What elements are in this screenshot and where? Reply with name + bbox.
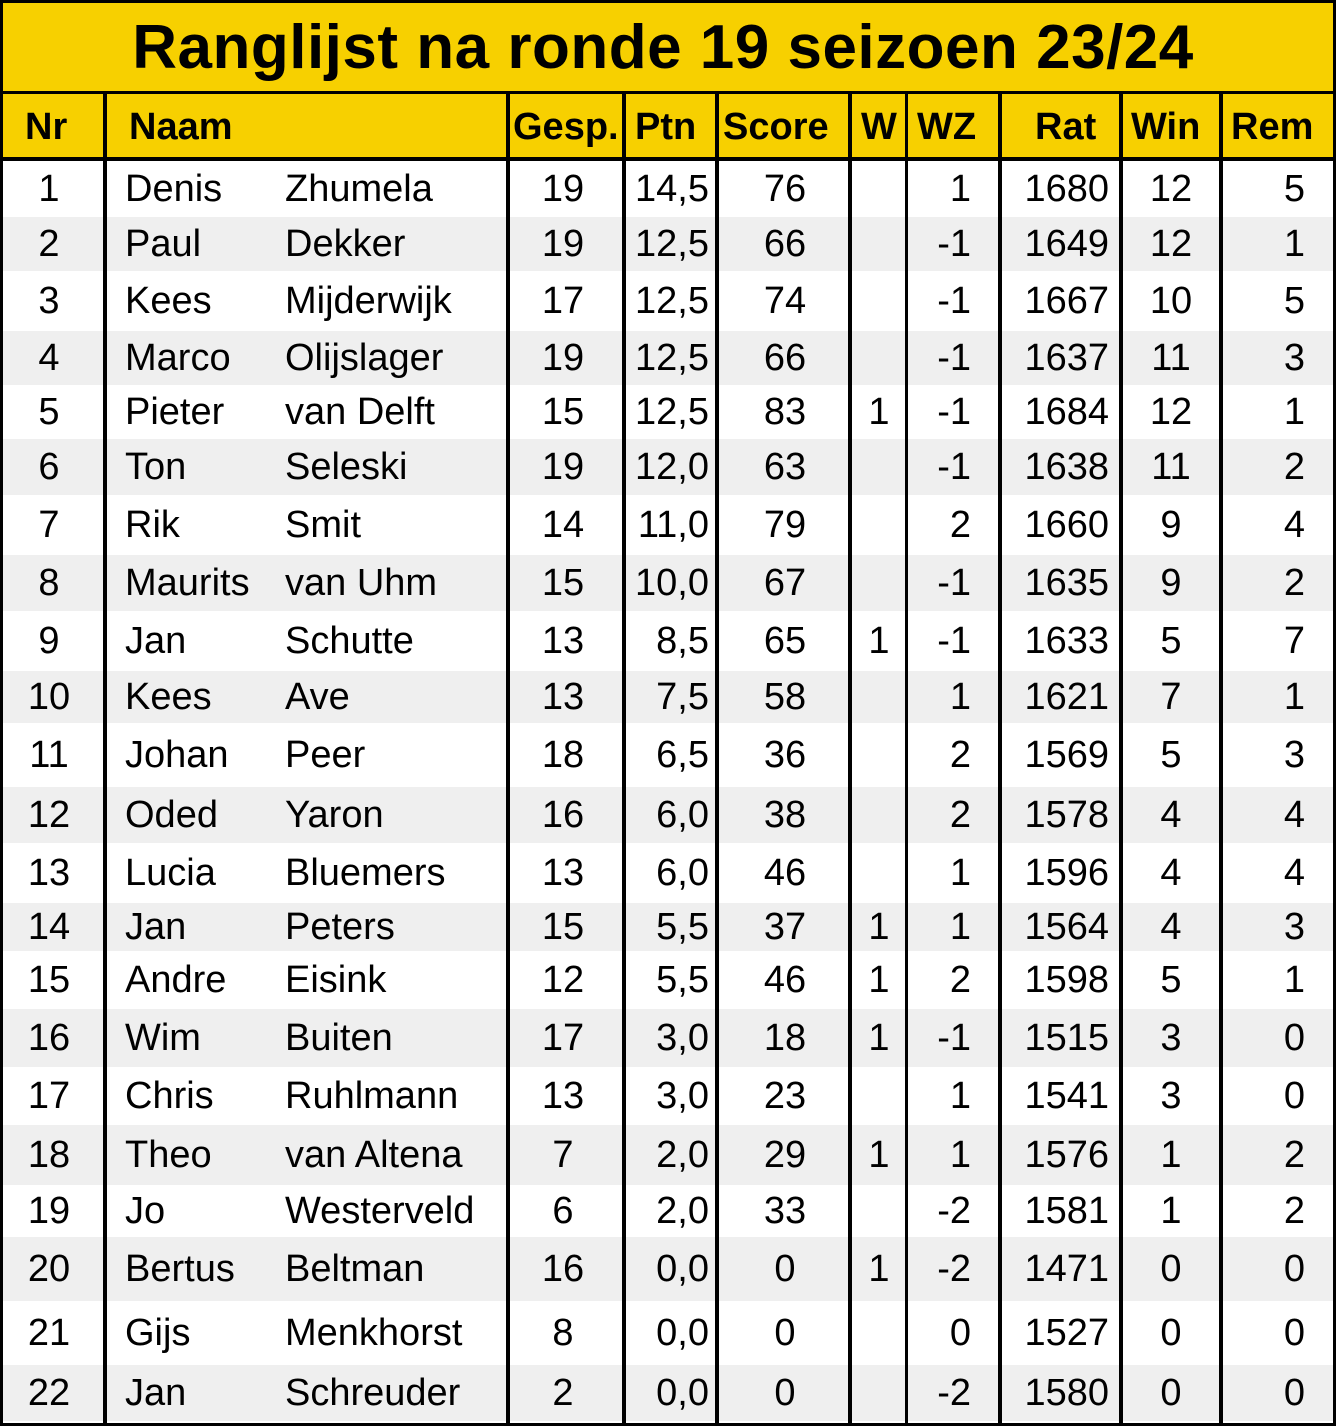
cell-win: 0 bbox=[1160, 1371, 1182, 1414]
cell-rat: 1684 bbox=[1024, 390, 1109, 433]
column-divider bbox=[715, 94, 719, 1423]
cell-nr: 16 bbox=[27, 1016, 71, 1059]
cell-nr: 11 bbox=[29, 733, 69, 776]
cell-first: Kees bbox=[125, 279, 212, 322]
column-divider bbox=[848, 94, 852, 1423]
table-row bbox=[3, 439, 1333, 495]
cell-gesp: 17 bbox=[541, 279, 585, 322]
column-divider bbox=[905, 94, 908, 1423]
cell-ptn: 11,0 bbox=[637, 503, 709, 546]
cell-win: 12 bbox=[1149, 167, 1193, 210]
cell-gesp: 15 bbox=[541, 561, 585, 604]
cell-win: 1 bbox=[1160, 1189, 1182, 1232]
cell-win: 0 bbox=[1160, 1311, 1182, 1354]
cell-ptn: 12,5 bbox=[635, 390, 709, 433]
cell-rat: 1471 bbox=[1024, 1247, 1109, 1290]
cell-ptn: 3,0 bbox=[656, 1074, 709, 1117]
cell-gesp: 13 bbox=[541, 1074, 585, 1117]
cell-score: 38 bbox=[763, 793, 807, 836]
cell-rem: 1 bbox=[1283, 675, 1305, 718]
cell-last: Peters bbox=[285, 905, 395, 948]
cell-first: Oded bbox=[125, 793, 218, 836]
cell-score: 36 bbox=[763, 733, 807, 776]
cell-w bbox=[853, 1365, 905, 1421]
cell-last: Schreuder bbox=[285, 1371, 461, 1414]
cell-win: 3 bbox=[1160, 1016, 1182, 1059]
header-nr: Nr bbox=[25, 106, 68, 148]
cell-nr: 13 bbox=[27, 851, 71, 894]
table-row bbox=[3, 1301, 1333, 1365]
cell-rem: 0 bbox=[1283, 1311, 1305, 1354]
column-divider bbox=[103, 94, 107, 1423]
cell-ptn: 6,0 bbox=[656, 793, 709, 836]
cell-last: van Delft bbox=[285, 390, 435, 433]
cell-win: 12 bbox=[1149, 390, 1193, 433]
cell-wz: 2 bbox=[949, 733, 971, 776]
table-header bbox=[3, 94, 1333, 161]
cell-nr: 10 bbox=[27, 675, 71, 718]
cell-first: Andre bbox=[125, 958, 227, 1001]
cell-w bbox=[853, 217, 905, 271]
page-title: Ranglijst na ronde 19 seizoen 23/24 bbox=[132, 12, 1194, 82]
cell-last: Smit bbox=[285, 503, 361, 546]
cell-rem: 2 bbox=[1283, 561, 1305, 604]
cell-nr: 5 bbox=[38, 390, 60, 433]
header-w: W bbox=[861, 106, 897, 148]
cell-nr: 20 bbox=[27, 1247, 71, 1290]
cell-score: 0 bbox=[774, 1371, 796, 1414]
cell-wz: 1 bbox=[949, 675, 971, 718]
table-row bbox=[3, 1125, 1333, 1185]
cell-nr: 3 bbox=[38, 279, 60, 322]
cell-score: 67 bbox=[763, 561, 807, 604]
cell-last: Buiten bbox=[285, 1016, 393, 1059]
cell-nr: 7 bbox=[38, 503, 60, 546]
cell-first: Kees bbox=[125, 675, 212, 718]
header-ptn: Ptn bbox=[635, 106, 697, 148]
cell-wz: 0 bbox=[949, 1311, 971, 1354]
cell-first: Denis bbox=[125, 167, 223, 210]
table-row bbox=[3, 1365, 1333, 1421]
table-row bbox=[3, 555, 1333, 611]
cell-nr: 6 bbox=[38, 445, 60, 488]
cell-rat: 1564 bbox=[1024, 905, 1109, 948]
cell-wz: -2 bbox=[937, 1189, 971, 1232]
cell-rat: 1581 bbox=[1024, 1189, 1109, 1232]
cell-gesp: 16 bbox=[541, 793, 585, 836]
cell-rem: 5 bbox=[1283, 167, 1305, 210]
cell-score: 29 bbox=[763, 1133, 807, 1176]
cell-w bbox=[853, 495, 905, 555]
cell-score: 79 bbox=[763, 503, 807, 546]
cell-w bbox=[853, 787, 905, 843]
cell-nr: 19 bbox=[27, 1189, 71, 1232]
cell-ptn: 12,5 bbox=[635, 336, 709, 379]
cell-gesp: 15 bbox=[541, 390, 585, 433]
cell-wz: -1 bbox=[937, 336, 971, 379]
cell-last: Beltman bbox=[285, 1247, 425, 1290]
cell-rem: 7 bbox=[1283, 619, 1305, 662]
header-naam: Naam bbox=[129, 106, 233, 148]
cell-rem: 1 bbox=[1283, 958, 1305, 1001]
cell-rem: 4 bbox=[1283, 793, 1305, 836]
cell-rem: 3 bbox=[1283, 905, 1305, 948]
cell-win: 9 bbox=[1160, 503, 1182, 546]
cell-first: Jan bbox=[125, 905, 187, 948]
cell-wz: -1 bbox=[937, 222, 971, 265]
cell-first: Johan bbox=[125, 733, 229, 776]
cell-ptn: 10,0 bbox=[635, 561, 709, 604]
cell-ptn: 12,5 bbox=[635, 222, 709, 265]
table-row bbox=[3, 331, 1333, 385]
column-divider bbox=[998, 94, 1002, 1423]
cell-last: Peer bbox=[285, 733, 366, 776]
cell-w: 1 bbox=[868, 1016, 890, 1059]
column-divider bbox=[1219, 94, 1223, 1423]
cell-first: Gijs bbox=[125, 1311, 191, 1354]
cell-last: Mijderwijk bbox=[285, 279, 452, 322]
cell-wz: -2 bbox=[937, 1371, 971, 1414]
cell-win: 12 bbox=[1149, 222, 1193, 265]
cell-last: Dekker bbox=[285, 222, 406, 265]
table-row bbox=[3, 161, 1333, 217]
cell-win: 5 bbox=[1160, 958, 1182, 1001]
column-divider bbox=[622, 94, 626, 1423]
cell-w: 1 bbox=[868, 390, 890, 433]
cell-gesp: 13 bbox=[541, 675, 585, 718]
cell-win: 10 bbox=[1149, 279, 1193, 322]
cell-gesp: 17 bbox=[541, 1016, 585, 1059]
column-divider bbox=[1119, 94, 1123, 1423]
cell-win: 3 bbox=[1160, 1074, 1182, 1117]
cell-score: 74 bbox=[763, 279, 807, 322]
cell-wz: -1 bbox=[937, 619, 971, 662]
cell-rem: 1 bbox=[1283, 222, 1305, 265]
cell-first: Jan bbox=[125, 619, 187, 662]
column-divider bbox=[506, 94, 510, 1423]
cell-score: 33 bbox=[763, 1189, 807, 1232]
cell-score: 76 bbox=[763, 167, 807, 210]
table-row bbox=[3, 951, 1333, 1009]
cell-rat: 1527 bbox=[1024, 1311, 1109, 1354]
cell-ptn: 7,5 bbox=[656, 675, 709, 718]
cell-score: 58 bbox=[763, 675, 807, 718]
cell-wz: -2 bbox=[937, 1247, 971, 1290]
cell-win: 9 bbox=[1160, 561, 1182, 604]
cell-rem: 3 bbox=[1283, 336, 1305, 379]
cell-ptn: 6,5 bbox=[656, 733, 709, 776]
cell-rat: 1598 bbox=[1024, 958, 1109, 1001]
cell-win: 4 bbox=[1160, 793, 1182, 836]
cell-w bbox=[853, 843, 905, 903]
cell-ptn: 3,0 bbox=[656, 1016, 709, 1059]
cell-rat: 1638 bbox=[1024, 445, 1109, 488]
cell-last: Olijslager bbox=[285, 336, 444, 379]
cell-ptn: 14,5 bbox=[635, 167, 709, 210]
cell-gesp: 18 bbox=[541, 733, 585, 776]
table-row bbox=[3, 1009, 1333, 1067]
cell-wz: 1 bbox=[949, 905, 971, 948]
cell-first: Jo bbox=[125, 1189, 166, 1232]
table-row bbox=[3, 1185, 1333, 1237]
cell-first: Bertus bbox=[125, 1247, 235, 1290]
cell-rat: 1621 bbox=[1024, 675, 1109, 718]
cell-first: Paul bbox=[125, 222, 202, 265]
cell-score: 66 bbox=[763, 222, 807, 265]
cell-gesp: 19 bbox=[541, 445, 585, 488]
cell-w: 1 bbox=[868, 1133, 890, 1176]
header-win: Win bbox=[1131, 106, 1201, 148]
cell-win: 11 bbox=[1151, 336, 1191, 379]
cell-nr: 12 bbox=[27, 793, 71, 836]
cell-win: 1 bbox=[1160, 1133, 1182, 1176]
table-row bbox=[3, 611, 1333, 671]
cell-first: Chris bbox=[125, 1074, 214, 1117]
cell-rem: 0 bbox=[1283, 1247, 1305, 1290]
cell-wz: 2 bbox=[949, 793, 971, 836]
cell-rem: 0 bbox=[1283, 1371, 1305, 1414]
cell-rat: 1667 bbox=[1024, 279, 1109, 322]
table-row bbox=[3, 903, 1333, 951]
cell-first: Pieter bbox=[125, 390, 225, 433]
cell-nr: 14 bbox=[27, 905, 71, 948]
title-bar bbox=[3, 3, 1333, 94]
cell-rat: 1576 bbox=[1024, 1133, 1109, 1176]
cell-nr: 1 bbox=[38, 167, 60, 210]
cell-win: 5 bbox=[1160, 733, 1182, 776]
cell-rem: 5 bbox=[1283, 279, 1305, 322]
cell-nr: 17 bbox=[27, 1074, 71, 1117]
cell-ptn: 0,0 bbox=[656, 1311, 709, 1354]
cell-wz: 2 bbox=[949, 503, 971, 546]
cell-w: 1 bbox=[868, 619, 890, 662]
cell-rem: 2 bbox=[1283, 1189, 1305, 1232]
header-wz: WZ bbox=[917, 106, 977, 148]
cell-w bbox=[853, 1301, 905, 1365]
cell-gesp: 19 bbox=[541, 336, 585, 379]
cell-win: 4 bbox=[1160, 905, 1182, 948]
header-gesp: Gesp. bbox=[513, 106, 619, 148]
table-row bbox=[3, 723, 1333, 787]
cell-rat: 1649 bbox=[1024, 222, 1109, 265]
cell-first: Rik bbox=[125, 503, 180, 546]
cell-last: Menkhorst bbox=[285, 1311, 463, 1354]
cell-rem: 1 bbox=[1283, 390, 1305, 433]
cell-rem: 3 bbox=[1283, 733, 1305, 776]
cell-rem: 2 bbox=[1283, 445, 1305, 488]
cell-wz: 1 bbox=[949, 851, 971, 894]
table-row bbox=[3, 385, 1333, 439]
cell-win: 11 bbox=[1151, 445, 1191, 488]
cell-ptn: 6,0 bbox=[656, 851, 709, 894]
cell-gesp: 19 bbox=[541, 222, 585, 265]
cell-gesp: 13 bbox=[541, 851, 585, 894]
cell-w: 1 bbox=[868, 905, 890, 948]
cell-gesp: 2 bbox=[552, 1371, 574, 1414]
cell-ptn: 0,0 bbox=[656, 1247, 709, 1290]
cell-w bbox=[853, 1067, 905, 1125]
cell-gesp: 6 bbox=[552, 1189, 574, 1232]
cell-first: Theo bbox=[125, 1133, 212, 1176]
cell-w bbox=[853, 271, 905, 331]
cell-win: 4 bbox=[1160, 851, 1182, 894]
cell-wz: -1 bbox=[937, 279, 971, 322]
cell-gesp: 15 bbox=[541, 905, 585, 948]
cell-rem: 0 bbox=[1283, 1016, 1305, 1059]
cell-ptn: 5,5 bbox=[656, 958, 709, 1001]
cell-last: Ave bbox=[285, 675, 350, 718]
cell-first: Maurits bbox=[125, 561, 250, 604]
header-rem: Rem bbox=[1231, 106, 1314, 148]
cell-w: 1 bbox=[868, 1247, 890, 1290]
cell-wz: -1 bbox=[937, 445, 971, 488]
cell-rat: 1578 bbox=[1024, 793, 1109, 836]
cell-score: 66 bbox=[763, 336, 807, 379]
cell-last: Eisink bbox=[285, 958, 387, 1001]
cell-rem: 2 bbox=[1283, 1133, 1305, 1176]
cell-nr: 9 bbox=[38, 619, 60, 662]
cell-gesp: 14 bbox=[541, 503, 585, 546]
cell-rat: 1660 bbox=[1024, 503, 1109, 546]
cell-gesp: 8 bbox=[552, 1311, 574, 1354]
cell-nr: 4 bbox=[38, 336, 60, 379]
cell-nr: 8 bbox=[38, 561, 60, 604]
cell-nr: 18 bbox=[27, 1133, 71, 1176]
cell-nr: 2 bbox=[38, 222, 60, 265]
table-row bbox=[3, 843, 1333, 903]
cell-score: 18 bbox=[763, 1016, 807, 1059]
cell-last: Yaron bbox=[285, 793, 384, 836]
cell-ptn: 2,0 bbox=[656, 1189, 709, 1232]
cell-nr: 15 bbox=[27, 958, 71, 1001]
cell-first: Marco bbox=[125, 336, 231, 379]
cell-last: Seleski bbox=[285, 445, 408, 488]
cell-first: Ton bbox=[125, 445, 187, 488]
cell-score: 65 bbox=[763, 619, 807, 662]
cell-win: 7 bbox=[1160, 675, 1182, 718]
cell-rat: 1633 bbox=[1024, 619, 1109, 662]
table-row bbox=[3, 671, 1333, 723]
cell-rem: 4 bbox=[1283, 503, 1305, 546]
cell-score: 83 bbox=[763, 390, 807, 433]
cell-w bbox=[853, 331, 905, 385]
cell-nr: 22 bbox=[27, 1371, 71, 1414]
cell-w bbox=[853, 671, 905, 723]
cell-rat: 1637 bbox=[1024, 336, 1109, 379]
cell-wz: -1 bbox=[937, 390, 971, 433]
cell-rem: 0 bbox=[1283, 1074, 1305, 1117]
cell-wz: 1 bbox=[949, 167, 971, 210]
cell-ptn: 0,0 bbox=[656, 1371, 709, 1414]
header-rat: Rat bbox=[1035, 106, 1097, 148]
cell-rat: 1680 bbox=[1024, 167, 1109, 210]
table-row bbox=[3, 787, 1333, 843]
cell-score: 63 bbox=[763, 445, 807, 488]
cell-rat: 1596 bbox=[1024, 851, 1109, 894]
header-score: Score bbox=[723, 106, 829, 148]
cell-last: Zhumela bbox=[285, 167, 433, 210]
table-row bbox=[3, 217, 1333, 271]
cell-w bbox=[853, 723, 905, 787]
cell-w bbox=[853, 439, 905, 495]
cell-rat: 1635 bbox=[1024, 561, 1109, 604]
cell-first: Wim bbox=[125, 1016, 201, 1059]
table-row bbox=[3, 271, 1333, 331]
cell-ptn: 12,5 bbox=[635, 279, 709, 322]
cell-ptn: 5,5 bbox=[656, 905, 709, 948]
cell-wz: -1 bbox=[937, 561, 971, 604]
cell-last: Bluemers bbox=[285, 851, 446, 894]
cell-first: Lucia bbox=[125, 851, 216, 894]
cell-w: 1 bbox=[868, 958, 890, 1001]
cell-gesp: 13 bbox=[541, 619, 585, 662]
cell-ptn: 12,0 bbox=[635, 445, 709, 488]
cell-wz: -1 bbox=[937, 1016, 971, 1059]
cell-wz: 1 bbox=[949, 1074, 971, 1117]
cell-last: van Uhm bbox=[285, 561, 438, 604]
table-row bbox=[3, 1067, 1333, 1125]
cell-last: Ruhlmann bbox=[285, 1074, 459, 1117]
cell-last: van Altena bbox=[285, 1133, 463, 1176]
cell-score: 46 bbox=[763, 851, 807, 894]
cell-w bbox=[853, 1185, 905, 1237]
cell-gesp: 19 bbox=[541, 167, 585, 210]
cell-rat: 1580 bbox=[1024, 1371, 1109, 1414]
cell-score: 46 bbox=[763, 958, 807, 1001]
cell-w bbox=[853, 161, 905, 217]
cell-win: 5 bbox=[1160, 619, 1182, 662]
cell-gesp: 7 bbox=[552, 1133, 574, 1176]
cell-score: 37 bbox=[763, 905, 807, 948]
cell-win: 0 bbox=[1160, 1247, 1182, 1290]
cell-score: 0 bbox=[774, 1247, 796, 1290]
cell-ptn: 2,0 bbox=[656, 1133, 709, 1176]
cell-last: Schutte bbox=[285, 619, 414, 662]
cell-rat: 1515 bbox=[1024, 1016, 1109, 1059]
cell-ptn: 8,5 bbox=[656, 619, 709, 662]
cell-score: 23 bbox=[763, 1074, 807, 1117]
cell-rem: 4 bbox=[1283, 851, 1305, 894]
cell-nr: 21 bbox=[27, 1311, 71, 1354]
cell-score: 0 bbox=[774, 1311, 796, 1354]
table-row bbox=[3, 495, 1333, 555]
cell-last: Westerveld bbox=[285, 1189, 475, 1232]
cell-rat: 1541 bbox=[1024, 1074, 1109, 1117]
table-row bbox=[3, 1237, 1333, 1301]
cell-gesp: 16 bbox=[541, 1247, 585, 1290]
cell-first: Jan bbox=[125, 1371, 187, 1414]
cell-wz: 2 bbox=[949, 958, 971, 1001]
cell-w bbox=[853, 555, 905, 611]
cell-gesp: 12 bbox=[541, 958, 585, 1001]
cell-wz: 1 bbox=[949, 1133, 971, 1176]
cell-rat: 1569 bbox=[1024, 733, 1109, 776]
